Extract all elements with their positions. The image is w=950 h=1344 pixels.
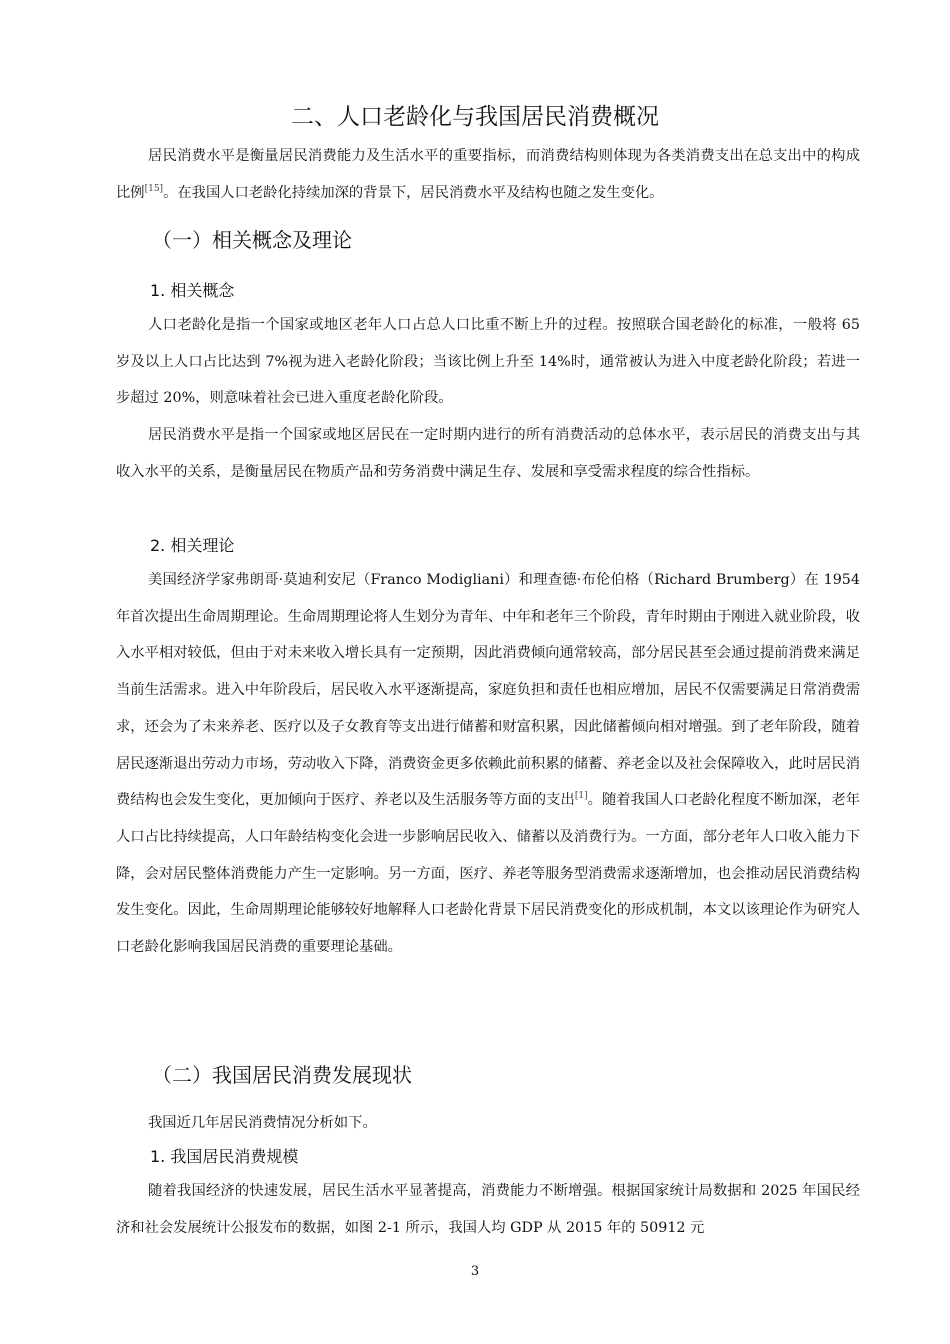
subsection-title: （一）相关概念及理论 (152, 228, 352, 252)
citation-ref: [1] (574, 791, 588, 802)
intro-text-1: 居民消费水平是衡量居民消费能力及生活水平的重要指标，而消费结构则体现为各类消费支出在总支出中的构成比例 (116, 148, 860, 201)
theory-text-1: 美国经济学家弗朗哥·莫迪利安尼（Franco Modigliani）和理查德·布伦伯格（Richard Brumberg）在 1954 年首次提出生命周期理论。生命周期理论将人生划分为青年、中年和老年三个阶段，青年时期由于刚进入就业阶段，收入水平相对较低，但由于对未来收入增长具有一定预期，因此消费倾向通常较高，部分居民甚至会通过提前消费来满足当前生活需求。进入中年阶段后，居民收入水平逐渐提高，家庭负担和责任也相应增加，居民不仅需要满足日常消费需求，还会为了未来养老、医疗以及子女教育等支出进行储蓄和财富积累，因此储蓄倾向相对增强。到了老年阶段，随着居民逐渐退出劳动力市场，劳动收入下降，消费资金更多依赖此前积累的储蓄、养老金以及社会保障收入，此时居民消费结构也会发生变化，更加倾向于医疗、养老以及生活服务等方面的支出 (116, 572, 860, 809)
page-number: 3 (470, 1264, 480, 1279)
citation-ref: [15] (144, 183, 164, 194)
section-title: 二、人口老龄化与我国居民消费概况 (291, 104, 659, 130)
scale-heading: 1. 我国居民消费规模 (150, 1147, 299, 1166)
life-cycle-theory-paragraph (116, 562, 860, 966)
subsection-title: （二）我国居民消费发展现状 (152, 1063, 412, 1087)
consumption-scale-paragraph: 随着我国经济的快速发展，居民生活水平显著提高，消费能力不断增强。根据国家统计局数据和 2025 年国民经济和社会发展统计公报发布的数据，如图 2-1 所示，我国人均 GDP 从 2015 年的 50912 元 (116, 1183, 860, 1236)
recent-consumption-paragraph: 我国近几年居民消费情况分析如下。 (148, 1115, 377, 1131)
intro-text-2: 。在我国人口老龄化持续加深的背景下，居民消费水平及结构也随之发生变化。 (163, 184, 664, 201)
theory-text-2: 。随着我国人口老龄化程度不断加深，老年人口占比持续提高，人口年龄结构变化会进一步影响居民收入、储蓄以及消费行为。一方面，部分老年人口收入能力下降，会对居民整体消费能力产生一定影响。另一方面，医疗、养老等服务型消费需求逐渐增加，也会推动居民消费结构发生变化。因此，生命周期理论能够较好地解释人口老龄化背景下居民消费变化的形成机制，本文以该理论作为研究人口老龄化影响我国居民消费的重要理论基础。 (116, 792, 861, 956)
theory-heading: 2. 相关理论 (150, 536, 235, 555)
intro-paragraph (116, 138, 860, 211)
consumption-definition-paragraph: 居民消费水平是指一个国家或地区居民在一定时期内进行的所有消费活动的总体水平，表示居民的消费支出与其收入水平的关系，是衡量居民在物质产品和劳务消费中满足生存、发展和享受需求程度的综合性指标。 (116, 427, 860, 480)
concept-heading: 1. 相关概念 (150, 281, 235, 300)
aging-definition-paragraph: 人口老龄化是指一个国家或地区老年人口占总人口比重不断上升的过程。按照联合国老龄化的标准，一般将 65 岁及以上人口占比达到 7%视为进入老龄化阶段；当该比例上升至 14%时，通常被认为进入中度老龄化阶段；若进一步超过 20%，则意味着社会已进入重度老龄化阶段。 (116, 317, 860, 407)
